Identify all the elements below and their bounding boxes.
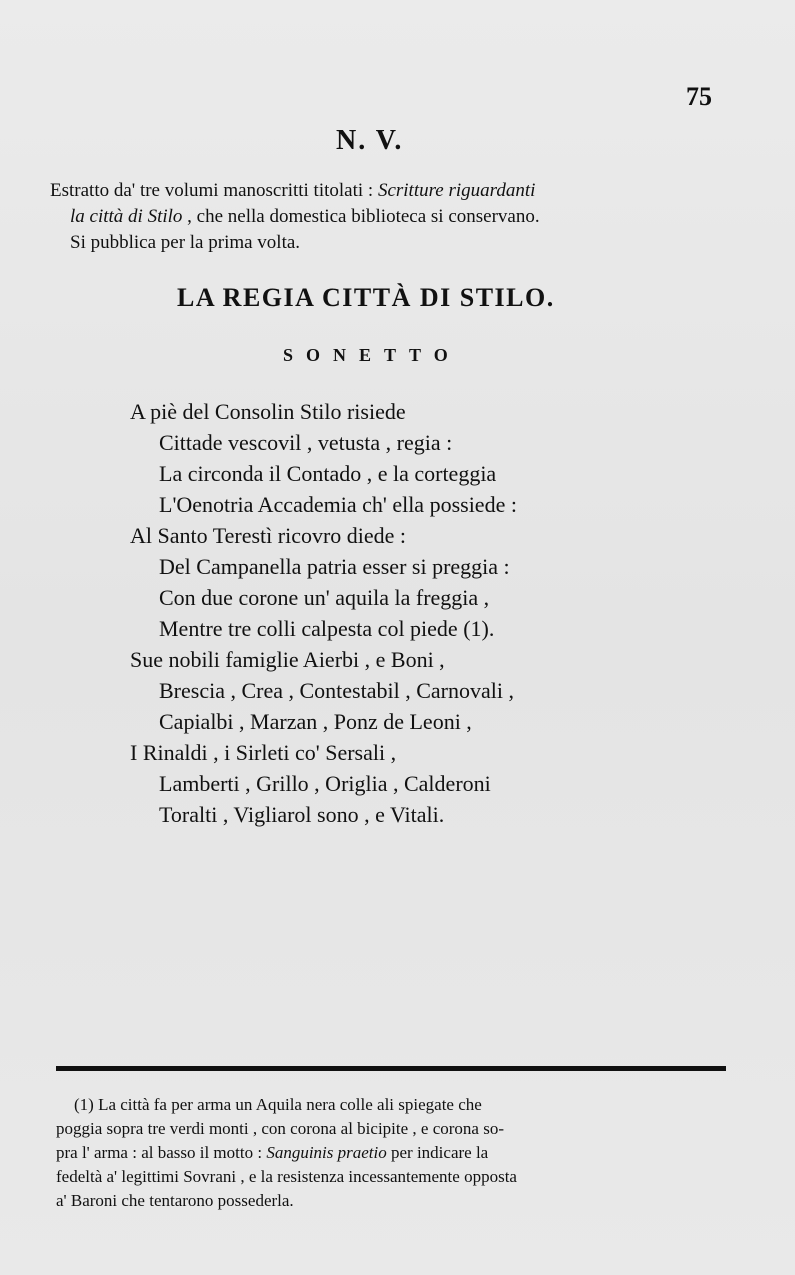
footnote-line: a' Baroni che tentarono possederla. [56, 1191, 294, 1210]
intro-line-1 [50, 178, 760, 204]
page-title: LA REGIA CITTÀ DI STILO. [177, 283, 555, 312]
intro-paragraph [50, 178, 760, 256]
intro-text: Estratto da' tre volumi manoscritti titolati : [50, 180, 378, 201]
poem-verse: Al Santo Terestì ricovro diede : [130, 523, 407, 548]
poem-verse: Toralti , Vigliarol sono , e Vitali. [159, 802, 445, 827]
footnote-line: fedeltà a' legittimi Sovrani , e la resistenza incessantemente opposta [56, 1167, 517, 1186]
poem-verse: L'Oenotria Accademia ch' ella possiede : [159, 492, 517, 517]
poem-verse: A piè del Consolin Stilo risiede [130, 399, 406, 424]
footnote-motto: Sanguinis praetio [266, 1143, 387, 1162]
section-number: N. V. [336, 125, 404, 156]
intro-line-2 [50, 204, 760, 230]
poem-verse: Mentre tre colli calpesta col piede (1). [159, 616, 495, 641]
footnote-divider [56, 1066, 726, 1071]
poem-subtitle: SONETTO [283, 345, 461, 365]
poem-verse: Del Campanella patria esser si preggia : [159, 554, 510, 579]
sonnet [130, 396, 517, 830]
footnote [56, 1093, 736, 1213]
intro-title-italic: Scritture riguardanti [377, 180, 536, 201]
poem-verse: Lamberti , Grillo , Origlia , Calderoni [159, 771, 491, 796]
intro-text-cont: , che nella domestica biblioteca si conservano. [182, 206, 540, 227]
intro-title-italic-cont: la città di Stilo [70, 206, 183, 227]
footnote-line-motto [56, 1141, 736, 1165]
poem-verse: Capialbi , Marzan , Ponz de Leoni , [159, 709, 472, 734]
footnote-text: per indicare la [386, 1143, 489, 1162]
footnote-line: (1) La città fa per arma un Aquila nera colle ali spiegate che [74, 1095, 482, 1114]
poem-verse: Cittade vescovil , vetusta , regia : [159, 430, 453, 455]
poem-verse: Sue nobili famiglie Aierbi , e Boni , [130, 647, 445, 672]
footnote-line: poggia sopra tre verdi monti , con corona al bicipite , e corona so- [56, 1119, 504, 1138]
poem-verse: Con due corone un' aquila la freggia , [159, 585, 490, 610]
poem-verse: Brescia , Crea , Contestabil , Carnovali , [159, 678, 514, 703]
intro-line-3: Si pubblica per la prima volta. [70, 232, 301, 253]
footnote-text: pra l' arma : al basso il motto : [56, 1143, 267, 1162]
poem-verse: La circonda il Contado , e la corteggia [159, 461, 497, 486]
page-number: 75 [686, 82, 712, 111]
poem-verse: I Rinaldi , i Sirleti co' Sersali , [130, 740, 397, 765]
